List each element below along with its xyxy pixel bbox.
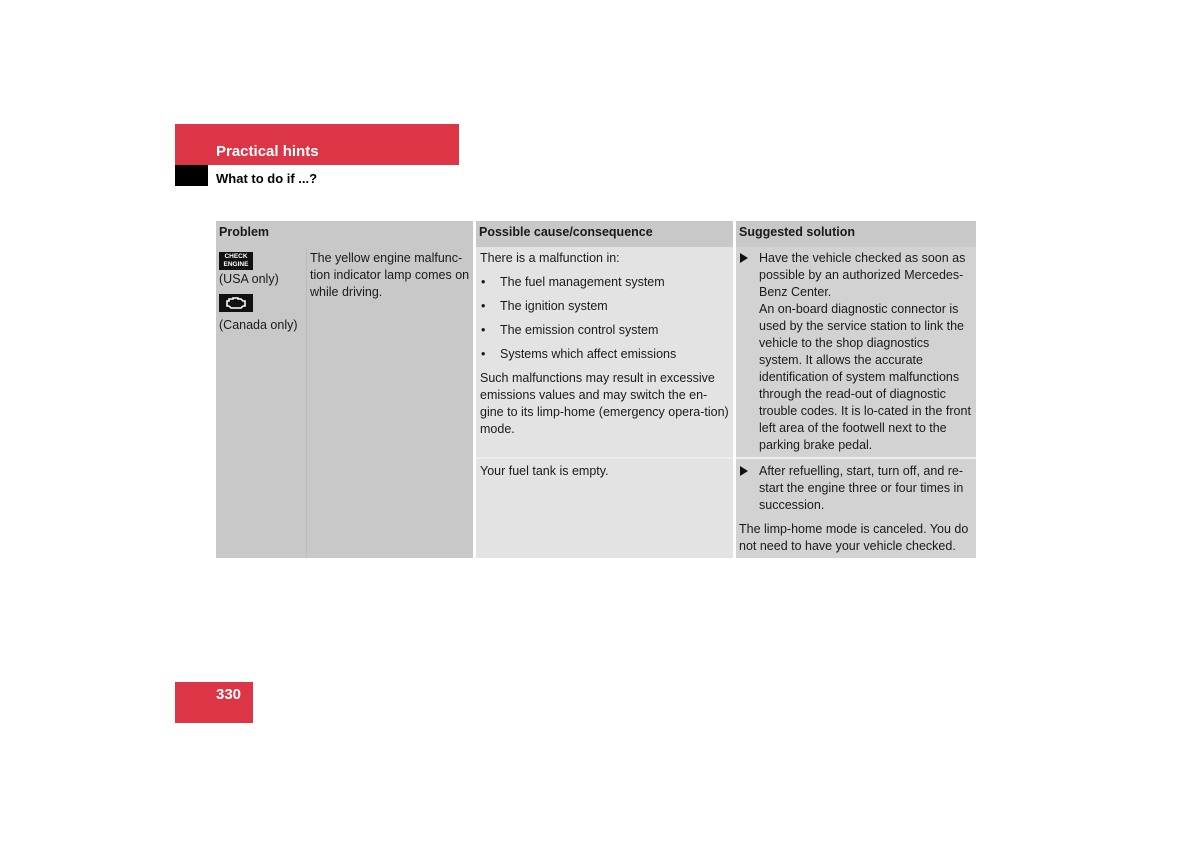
subsection-marker xyxy=(175,165,208,186)
troubleshooting-table xyxy=(216,221,976,558)
subsection-title: What to do if ...? xyxy=(216,171,318,186)
arrow-icon xyxy=(740,253,748,263)
header-solution: Suggested solution xyxy=(735,221,977,247)
solution-step: Have the vehicle checked as soon as possible by an authorized Mercedes-Benz Center. An on-board diagnostic connector is used by the service station to link the vehicle to the shop diagnostics system. It allows the accurate identification of system malfunctions through the read-out of diagnostic trouble codes. It is lo-cated in the front left area of the footwell next to the parking brake pedal. xyxy=(739,250,973,454)
list-item: • Systems which affect emissions xyxy=(480,346,730,363)
page-number: 330 xyxy=(216,686,242,703)
cause-outro: Such malfunctions may result in excessive emissions values and may switch the en-gine to its limp-home (emergency opera-tion) mode. xyxy=(480,371,729,436)
table-header-row xyxy=(216,221,976,247)
solution-detail: An on-board diagnostic connector is used by the service station to link the vehicle to the shop diagnostics system. It allows the accurate identification of system malfunctions through the read-out of diagnostic trouble codes. It is lo-cated in the front left area of the footwell next to the parking brake pedal. xyxy=(759,302,971,452)
header-problem: Problem xyxy=(216,221,475,247)
cause-intro: There is a malfunction in: xyxy=(480,251,620,265)
solution-cell-2 xyxy=(735,458,977,558)
canada-only-label: (Canada only) xyxy=(219,318,298,332)
list-item: • The emission control system xyxy=(480,322,730,339)
problem-description: The yellow engine malfunc-tion indicator lamp comes on while driving. xyxy=(307,247,475,558)
table-row xyxy=(216,247,976,458)
cause-cell-2: Your fuel tank is empty. xyxy=(475,458,735,558)
arrow-icon xyxy=(740,466,748,476)
cause-list xyxy=(480,274,730,363)
solution-note: The limp-home mode is canceled. You do not need to have your vehicle checked. xyxy=(739,522,969,553)
solution-step: After refuelling, start, turn off, and re-start the engine three or four times in succession. xyxy=(739,463,973,514)
engine-malfunction-icon xyxy=(219,294,253,312)
section-title: Practical hints xyxy=(216,143,319,160)
problem-icons-cell xyxy=(216,247,307,558)
list-item: • The fuel management system xyxy=(480,274,730,291)
header-cause: Possible cause/consequence xyxy=(475,221,735,247)
solution-cell-1 xyxy=(735,247,977,458)
check-engine-icon: CHECK ENGINE xyxy=(219,252,253,270)
list-item: • The ignition system xyxy=(480,298,730,315)
cause-cell-1 xyxy=(475,247,735,458)
page-number-box xyxy=(175,682,253,723)
usa-only-label: (USA only) xyxy=(219,272,279,286)
